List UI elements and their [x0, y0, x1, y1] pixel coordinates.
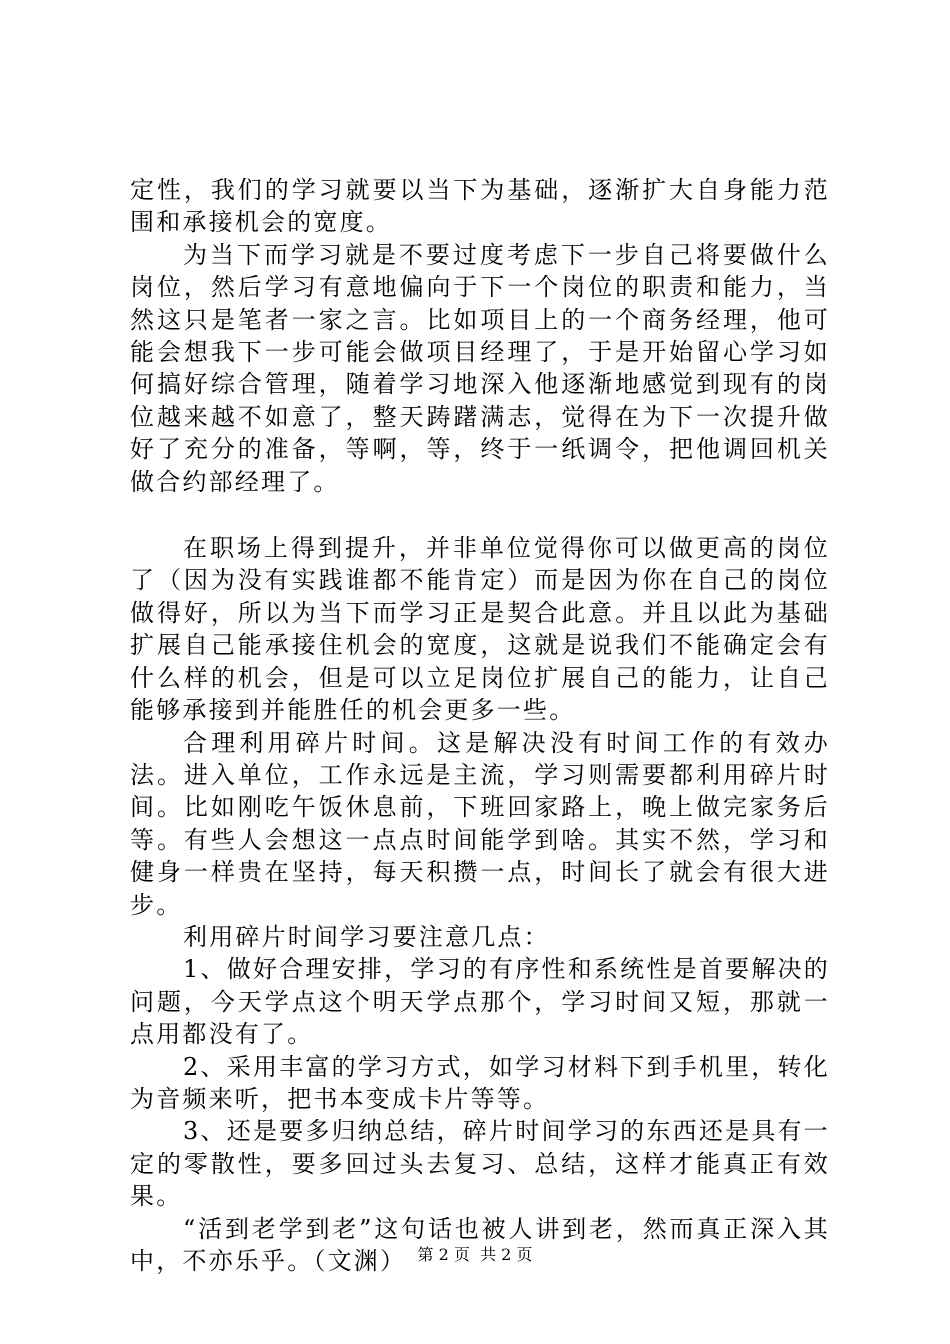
paragraph-2: 为当下而学习就是不要过度考虑下一步自己将要做什么岗位，然后学习有意地偏向于下一个岗位的职责和能力，当然这只是笔者一家之言。比如项目上的一个商务经理，他可能会想我下一步可能会做项目经理了，于是开始留心学习如何搞好综合管理，随着学习地深入他逐渐地感觉到现有的岗位越来越不如意了，整天踌躇满志，觉得在为下一次提升做好了充分的准备，等啊，等，终于一纸调令，把他调回机关做合约部经理了。: [130, 240, 830, 496]
paragraph-3: 在职场上得到提升，并非单位觉得你可以做更高的岗位了（因为没有实践谁都不能肯定）而是因为你在自己的岗位做得好，所以为当下而学习正是契合此意。并且以此为基础扩展自己能承接住机会的宽度，这就是说我们不能确定会有什么样的机会，但是可以立足岗位扩展自己的能力，让自己能够承接到并能胜任的机会更多一些。: [130, 534, 830, 725]
list-item-3: 3、还是要多归纳总结，碎片时间学习的东西还是具有一定的零散性，要多回过头去复习、总结，这样才能真正有效果。: [130, 1117, 830, 1211]
list-item-1: 1、做好合理安排，学习的有序性和系统性是首要解决的问题，今天学点这个明天学点那个，学习时间又短，那就一点用都没有了。: [130, 955, 830, 1049]
closing-paragraph: “活到老学到老”这句话也被人讲到老，然而真正深入其中，不亦乐乎。（文渊）: [130, 1214, 830, 1275]
paragraph-1: 定性，我们的学习就要以当下为基础，逐渐扩大自身能力范围和承接机会的宽度。: [130, 176, 830, 237]
page-number-footer: 第 2 页 共 2 页: [417, 1245, 533, 1264]
paragraph-5: 利用碎片时间学习要注意几点：: [183, 922, 550, 951]
paragraph-4: 合理利用碎片时间。这是解决没有时间工作的有效办法。进入单位，工作永远是主流，学习则需要都利用碎片时间。比如刚吃午饭休息前，下班回家路上，晚上做完家务后等。有些人会想这一点点时间能学到啥。其实不然，学习和健身一样贵在坚持，每天积攒一点，时间长了就会有很大进步。: [130, 728, 830, 919]
document-body: [130, 174, 830, 1277]
list-item-2: 2、采用丰富的学习方式，如学习材料下到手机里，转化为音频来听，把书本变成卡片等等。: [130, 1052, 830, 1113]
